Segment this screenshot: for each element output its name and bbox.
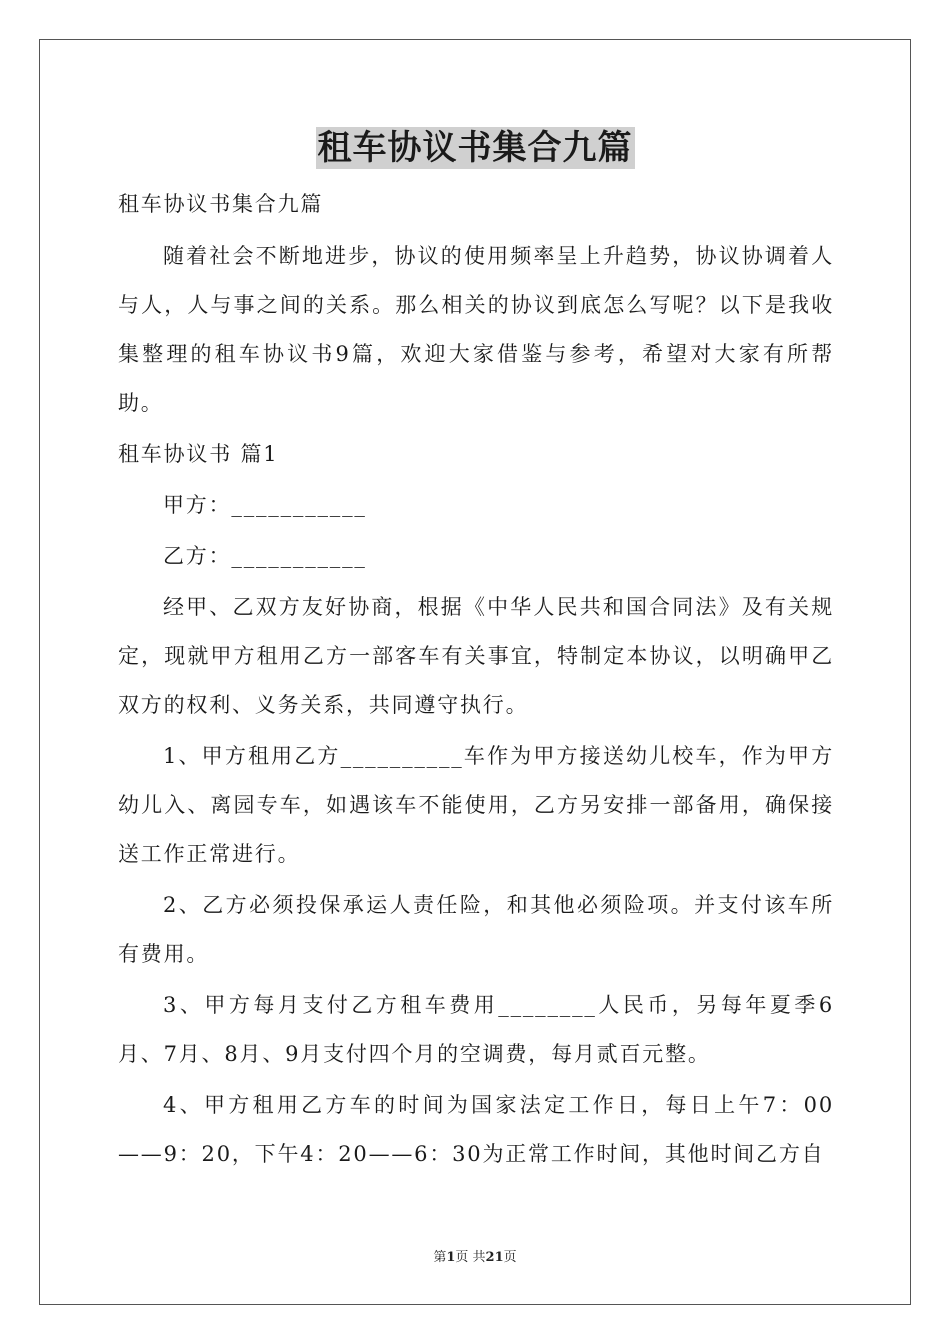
clause-paragraph: 4、甲方租用乙方车的时间为国家法定工作日，每日上午7：00——9：20，下午4：20——6：30为正常工作时间，其他时间乙方自 (118, 1093, 834, 1166)
page-footer (0, 1246, 950, 1265)
clause-paragraph: 2、乙方必须投保承运人责任险，和其他必须险项。并支付该车所有费用。 (118, 893, 834, 966)
party-b-line: 乙方：___________ (163, 544, 367, 568)
footer-page-suffix: 页 (503, 1250, 517, 1265)
document-title: 租车协议书集合九篇 (317, 128, 633, 168)
footer-total-pages: 21 (485, 1250, 504, 1265)
footer-page-number: 1 (446, 1250, 456, 1265)
subtitle: 租车协议书集合九篇 (118, 192, 324, 216)
section-heading: 租车协议书 篇1 (118, 442, 279, 466)
document-body (118, 180, 834, 1181)
clause-paragraph: 3、甲方每月支付乙方租车费用________人民币，另每年夏季6月、7月、8月、9月支付四个月的空调费，每月贰百元整。 (118, 993, 834, 1066)
title-wrap (0, 127, 950, 169)
clause-paragraph: 1、甲方租用乙方__________车作为甲方接送幼儿校车，作为甲方幼儿入、离园专车，如遇该车不能使用，乙方另安排一部备用，确保接送工作正常进行。 (118, 744, 834, 866)
footer-page-prefix: 第 (433, 1250, 447, 1265)
party-a-line: 甲方：___________ (163, 493, 367, 517)
preamble-paragraph: 经甲、乙双方友好协商，根据《中华人民共和国合同法》及有关规定，现就甲方租用乙方一部客车有关事宜，特制定本协议，以明确甲乙双方的权利、义务关系，共同遵守执行。 (118, 595, 834, 717)
intro-paragraph: 随着社会不断地进步，协议的使用频率呈上升趋势，协议协调着人与人，人与事之间的关系。那么相关的协议到底怎么写呢？以下是我收集整理的租车协议书9篇，欢迎大家借鉴与参考，希望对大家有所帮助。 (118, 244, 834, 415)
footer-page-mid: 页 共 (455, 1250, 486, 1265)
